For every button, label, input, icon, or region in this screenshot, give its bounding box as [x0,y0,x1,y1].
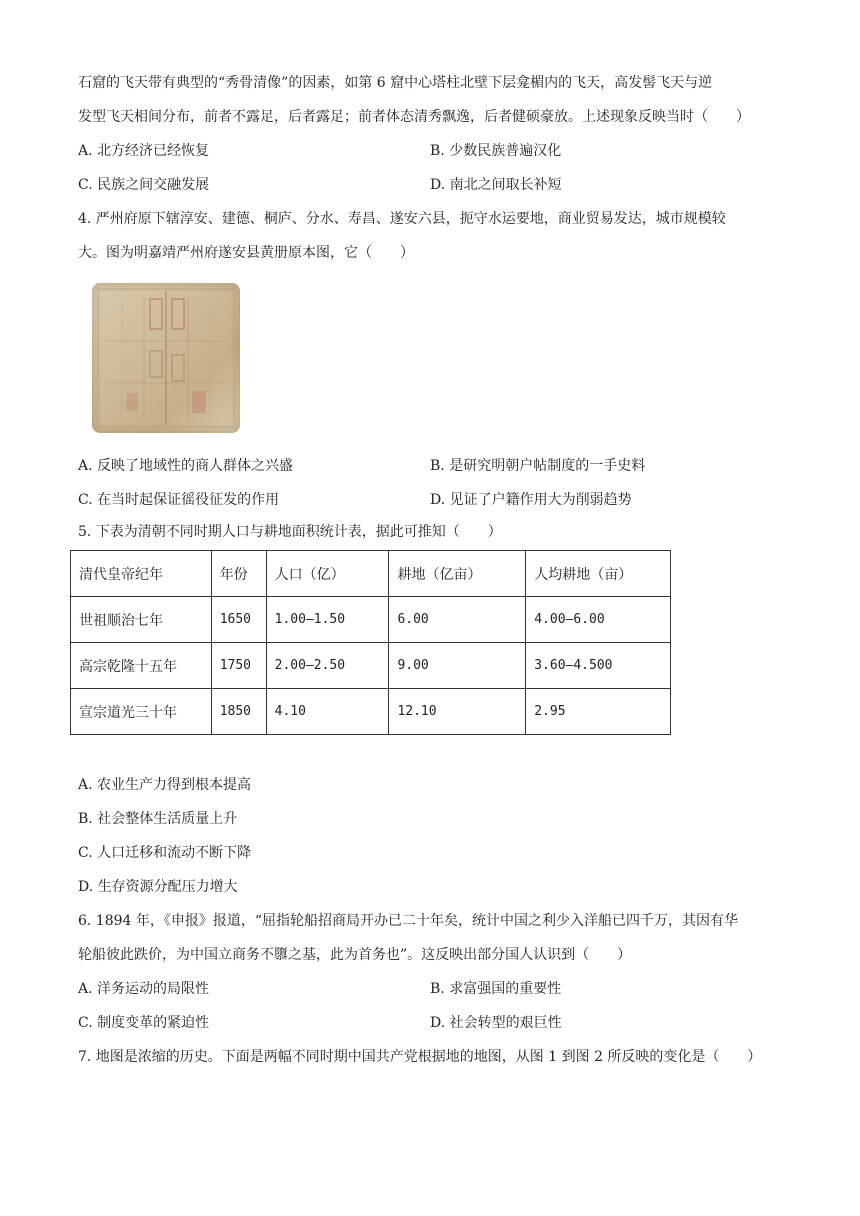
table-header-row [71,551,671,597]
table-header-cell: 年份 [211,551,266,597]
table-cell: 4.10 [266,689,389,735]
table-header-cell: 人均耕地（亩） [526,551,671,597]
q3-option-d[interactable]: D. 南北之间取长补短 [430,177,562,193]
table-cell: 6.00 [389,597,526,643]
table-cell: 4.00—6.00 [526,597,671,643]
q4-text-line2: 大。图为明嘉靖严州府遂安县黄册原本图，它（ ） [78,245,414,261]
q6-option-d[interactable]: D. 社会转型的艰巨性 [430,1015,562,1031]
q3-text-line2: 发型飞天相间分布，前者不露足，后者露足；前者体态清秀飘逸，后者健硕豪放。上述现象反映当时（ ） [78,109,750,125]
q6-option-b[interactable]: B. 求富强国的重要性 [430,981,562,997]
table-cell: 9.00 [389,643,526,689]
q5-text: 5. 下表为清朝不同时期人口与耕地面积统计表，据此可推知（ ） [78,524,502,540]
q4-option-d[interactable]: D. 见证了户籍作用大为削弱趋势 [430,492,632,508]
q6-option-c[interactable]: C. 制度变革的紧迫性 [78,1015,210,1031]
table-cell: 世祖顺治七年 [71,597,212,643]
q6-option-a[interactable]: A. 洋务运动的局限性 [78,981,210,997]
yellow-register-image [92,283,240,433]
q7-text: 7. 地图是浓缩的历史。下面是两幅不同时期中国共产党根据地的地图，从图 1 到图 2 所反映的变化是（ ） [78,1049,762,1065]
table-cell: 2.00—2.50 [266,643,389,689]
q6-text-line2: 轮船彼此跌价，为中国立商务不隳之基，此为首务也”。这反映出部分国人认识到（ ） [78,947,632,963]
q3-option-c[interactable]: C. 民族之间交融发展 [78,177,210,193]
table-cell: 高宗乾隆十五年 [71,643,212,689]
table-row [71,597,671,643]
q6-text-line1: 6. 1894 年，《申报》报道，“屈指轮船招商局开办已二十年矣，统计中国之利少入洋船已四千万，其因有华 [78,913,739,929]
table-cell: 3.60—4.500 [526,643,671,689]
population-farmland-table [70,550,671,735]
q4-option-a[interactable]: A. 反映了地域性的商人群体之兴盛 [78,458,294,474]
table-header-cell: 清代皇帝纪年 [71,551,212,597]
q3-option-b[interactable]: B. 少数民族普遍汉化 [430,143,562,159]
table-cell: 2.95 [526,689,671,735]
q4-text-line1: 4. 严州府原下辖淳安、建德、桐庐、分水、寿昌、遂安六县，扼守水运要地，商业贸易发达，城市规模较 [78,211,726,227]
table-cell: 1850 [211,689,266,735]
table-header-cell: 耕地（亿亩） [389,551,526,597]
table-cell: 12.10 [389,689,526,735]
q5-option-d[interactable]: D. 生存资源分配压力增大 [78,879,238,895]
q5-option-c[interactable]: C. 人口迁移和流动不断下降 [78,845,252,861]
q4-option-c[interactable]: C. 在当时起保证徭役征发的作用 [78,492,280,508]
table-cell: 1650 [211,597,266,643]
table-row [71,689,671,735]
q4-option-b[interactable]: B. 是研究明朝户帖制度的一手史料 [430,458,646,474]
table-header-cell: 人口（亿） [266,551,389,597]
q5-option-a[interactable]: A. 农业生产力得到根本提高 [78,777,252,793]
table-row [71,643,671,689]
q3-option-a[interactable]: A. 北方经济已经恢复 [78,143,210,159]
table-cell: 宣宗道光三十年 [71,689,212,735]
table-cell: 1750 [211,643,266,689]
q5-option-b[interactable]: B. 社会整体生活质量上升 [78,811,238,827]
q3-text-line1: 石窟的飞天带有典型的“秀骨清像”的因素，如第 6 窟中心塔柱北壁下层龛楣内的飞天，高发髻飞天与逆 [78,75,713,91]
table-cell: 1.00—1.50 [266,597,389,643]
